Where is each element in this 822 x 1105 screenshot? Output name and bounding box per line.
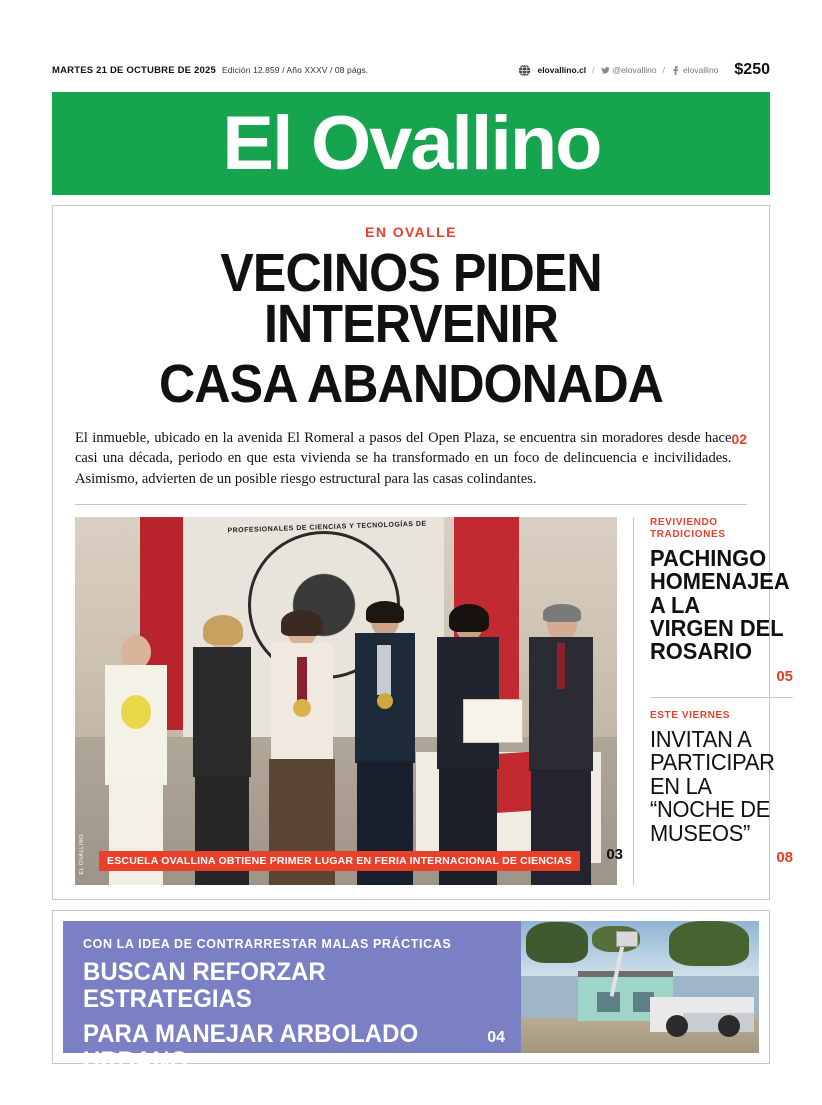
side-story-1-title: PACHINGO HOMENAJEA A LA VIRGEN DEL ROSARIO <box>650 544 789 665</box>
lead-page-number: 02 <box>731 430 747 447</box>
photo-trees <box>521 921 759 974</box>
masthead-title: El Ovallino <box>221 100 601 186</box>
facebook-handle[interactable] <box>671 65 718 75</box>
top-bar <box>0 0 822 84</box>
twitter-icon <box>601 66 610 75</box>
side-story-1-kicker: REVIVIENDO TRADICIONES <box>650 516 726 540</box>
side-story-1[interactable] <box>650 517 793 685</box>
photo-banner-text: PROFESIONALES DE CIENCIAS Y TECNOLOGÍAS DE <box>227 520 427 535</box>
top-bar-left <box>52 65 368 76</box>
photo-person-4 <box>347 605 425 885</box>
photo-credit: EL OVALLINO <box>79 833 85 875</box>
lead-body-text: El inmueble, ubicado en la avenida El Romeral a pasos del Open Plaza, se encuentra sin moradores desde hace casi una década, periodo en que esta vivienda se ha transformado en un foco de delincuencia e incivilidades. Asimismo, advierten de un posible riesgo estructural para las casas colindantes. <box>75 429 732 488</box>
separator-2: / <box>662 65 665 75</box>
lead-body <box>75 428 747 490</box>
photo-crane-bucket <box>616 931 638 947</box>
lead-kicker: EN OVALLE <box>365 224 457 240</box>
photo-person-2 <box>185 619 259 885</box>
photo-column <box>75 517 623 885</box>
side-story-1-page: 05 <box>776 667 793 685</box>
edition-info: Edición 12.859 / Año XXXV / 08 págs. <box>221 64 369 75</box>
divider-rule <box>75 504 747 505</box>
bottom-story[interactable] <box>63 921 759 1075</box>
side-story-2[interactable] <box>650 710 793 866</box>
side-divider <box>650 697 793 698</box>
separator-1: / <box>592 65 595 75</box>
photo-page-number: 03 <box>606 845 623 863</box>
main-photo <box>75 517 617 885</box>
photo-person-6 <box>519 607 603 885</box>
bottom-story-title-line2: PARA MANEJAR ARBOLADO URBANO <box>83 1019 419 1075</box>
cover-price: $250 <box>734 61 770 78</box>
masthead <box>52 92 770 195</box>
side-column <box>633 517 793 885</box>
main-content-frame <box>52 205 793 900</box>
middle-row <box>75 516 793 885</box>
website-link[interactable]: elovallino.cl <box>537 65 587 75</box>
side-story-2-title: INVITAN A PARTICIPAR EN LA “NOCHE DE MUSEOS” <box>650 725 775 846</box>
bottom-story-title-line1: BUSCAN REFORZAR ESTRATEGIAS <box>83 957 326 1013</box>
bottom-story-text <box>63 921 521 1075</box>
photo-truck-wheel-2 <box>666 1015 688 1037</box>
facebook-icon <box>671 66 680 75</box>
lead-headline-line2: CASA ABANDONADA <box>158 353 664 414</box>
photo-person-3 <box>261 613 343 885</box>
publication-date: MARTES 21 DE OCTUBRE DE 2025 <box>52 64 216 76</box>
bottom-story-frame <box>52 910 770 1075</box>
bottom-story-kicker: CON LA IDEA DE CONTRARRESTAR MALAS PRÁCTICAS <box>83 936 452 951</box>
side-story-2-page: 08 <box>776 849 793 867</box>
twitter-handle[interactable] <box>601 65 657 75</box>
globe-icon <box>518 64 531 77</box>
photo-person-5 <box>429 609 509 885</box>
photo-truck-wheel-1 <box>718 1015 740 1037</box>
lead-headline-line1: VECINOS PIDEN INTERVENIR <box>220 243 602 355</box>
side-story-2-kicker: ESTE VIERNES <box>650 709 730 721</box>
top-bar-right <box>518 61 770 79</box>
bottom-story-page: 04 <box>487 1028 505 1046</box>
twitter-handle-text: @elovallino <box>612 65 657 75</box>
bottom-story-photo <box>521 921 759 1053</box>
facebook-handle-text: elovallino <box>682 65 719 75</box>
photo-caption: ESCUELA OVALLINA OBTIENE PRIMER LUGAR EN FERIA INTERNACIONAL DE CIENCIAS <box>99 851 580 871</box>
photo-person-1 <box>97 635 175 885</box>
